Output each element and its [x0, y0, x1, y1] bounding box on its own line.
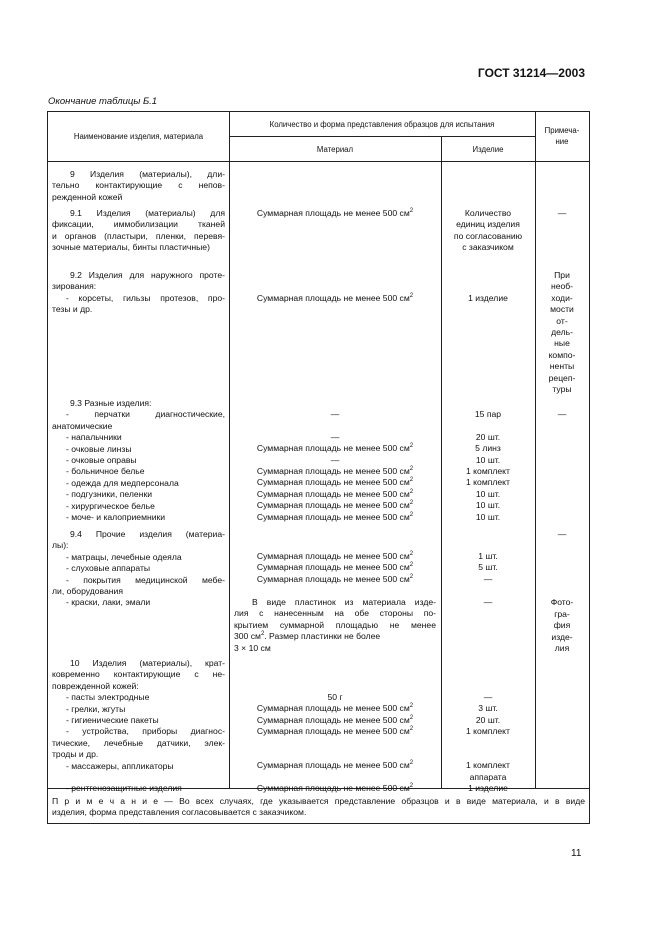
section-10-text: 10 Изделия (материалы), крат- ковременно контактирующие с не- поврежденной кожей: - пасты электродные - грелки, жгуты - гигиенические пакеты - устройства, приборы диагнос- тические, лечебные датчики, элек- троды и др. - массажеры, аппликаторы - рентгенозащитные изделия	[52, 658, 225, 794]
section-9-3-text: 9.3 Разные изделия: - перчатки диагностические, анатомические - напальчники - очковые линзы - очковые оправы - больничное белье - одежда для медперсонала - подгузники, пеленки - хирургическое белье - моче- и калоприемники	[52, 398, 225, 523]
column-header-name: Наименование изделия, материала	[73, 132, 204, 141]
section-9-4-text: 9.4 Прочие изделия (материа- лы): - матрацы, лечебные одеяла - слуховые аппараты - покрытия медицинской мебе- ли, оборудования - краски, лаки, эмали	[52, 529, 225, 608]
section-9-text: 9 Изделия (материалы), дли- тельно контактирующие с непов- режденной кожей	[52, 169, 225, 202]
section-9-2-note: При необ- ходи- мости от- дель- ные компо- ненты рецеп- туры	[548, 270, 576, 395]
table	[47, 111, 590, 824]
section-9-4-plate-description: В виде пластинок из материала изде- лия с нанесенным на обе стороны по- крытием суммарной площадью не менее 300 $см^2$. Размер пластинки не более 3 × 10 см	[234, 597, 436, 653]
header-subdivider	[229, 136, 535, 137]
section-9-2-material: Суммарная площадь не менее 500 $см^2$	[256, 293, 414, 303]
section-9-4-note: — Фото- гра- фия изде- лия	[550, 529, 574, 654]
page-number: 11	[571, 848, 582, 859]
section-9-3-product: 15 пар 20 шт. 5 линз 10 шт. 1 комплект 1 комплект 10 шт. 10 шт. 10 шт.	[466, 409, 510, 522]
table-footnote: П р и м е ч а н и е — Во всех случаях, где указывается представление образцов и в виде материала, и в виде изделия, форма представления согласовывается с заказчиком.	[52, 796, 585, 818]
section-9-2-product: 1 изделие	[468, 293, 508, 303]
section-9-1-material: Суммарная площадь не менее 500 $см^2$	[256, 208, 414, 218]
header-bottom-rule	[48, 161, 589, 162]
section-9-1-note: —	[557, 208, 567, 218]
section-9-3-material: — — Суммарная площадь не менее 500 $см^2$ — Суммарная площадь не менее 500 $см^2$ Суммарная площадь не менее 500 $см^2$ Суммарная площадь не менее 500 $см^2$ Суммарная площадь не менее 500 $см^2$ Суммарная площадь не менее 500 $см^2$	[256, 409, 414, 522]
section-9-1-text: 9.1 Изделия (материалы) для фиксации, иммобилизации тканей и органов (пластыри, пленки, перевя- зочные материалы, бинты пластичные)	[52, 208, 225, 253]
section-9-4-material: Суммарная площадь не менее 500 $см^2$ Суммарная площадь не менее 500 $см^2$ Суммарная площадь не менее 500 $см^2$	[256, 551, 414, 584]
column-header-note: Примеча- ние	[544, 126, 580, 147]
section-9-2-text: 9.2 Изделия для наружного проте- зирования: - корсеты, гильзы протезов, про- тезы и др.	[52, 270, 225, 315]
column-header-material: Материал	[316, 145, 354, 154]
document-code: ГОСТ 31214—2003	[477, 66, 585, 80]
section-9-4-product: 1 шт. 5 шт. — —	[478, 551, 498, 607]
column-header-product: Изделие	[472, 145, 504, 154]
section-10-product: — 3 шт. 20 шт. 1 комплект 1 комплект аппарата 1 изделие	[466, 692, 510, 794]
section-9-3-note: —	[557, 409, 567, 419]
section-9-1-product: Количество единиц изделия по согласованию с заказчиком	[453, 208, 523, 253]
section-10-material: 50 г Суммарная площадь не менее 500 $см^2$ Суммарная площадь не менее 500 $см^2$ Суммарная площадь не менее 500 $см^2$ Суммарная площадь не менее 500 $см^2$ Суммарная площадь не менее 500 $см^2$	[256, 692, 414, 794]
table-caption: Окончание таблицы Б.1	[48, 96, 158, 107]
column-header-group: Количество и форма представления образцов для испытания	[269, 120, 495, 129]
